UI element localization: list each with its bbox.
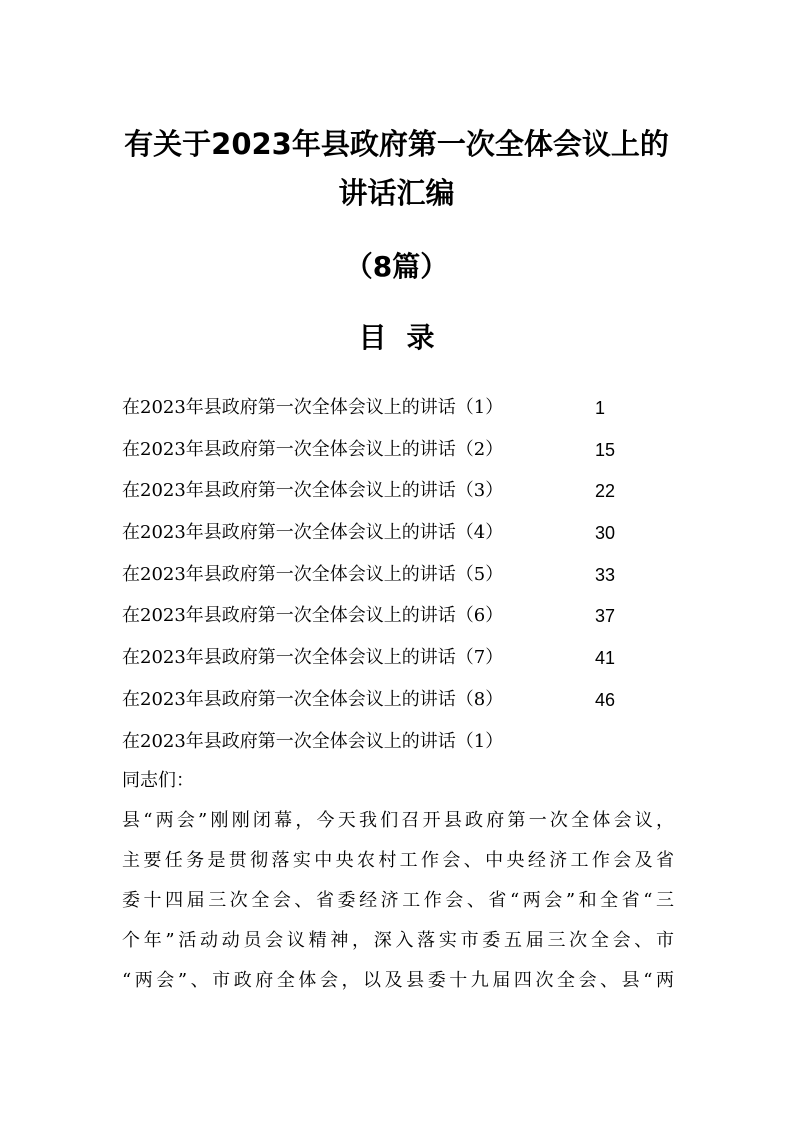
toc-entry-page: 30 [595, 523, 616, 544]
toc-entry-page: 46 [595, 689, 616, 710]
toc-entry-page: 22 [595, 481, 616, 502]
toc-entry-text: 在2023年县政府第一次全体会议上的讲话（3） [122, 480, 504, 502]
toc-entry-page: 37 [595, 606, 616, 627]
toc-entry-5[interactable] [122, 557, 682, 599]
section-title: 在2023年县政府第一次全体会议上的讲话（1） [122, 731, 504, 752]
toc-entry-page: 33 [595, 564, 616, 585]
toc-heading: 目录 [358, 321, 455, 354]
toc-entry-text: 在2023年县政府第一次全体会议上的讲话（2） [122, 438, 504, 460]
document-count: （8篇） [344, 250, 449, 283]
toc-entry-text: 在2023年县政府第一次全体会议上的讲话（6） [122, 605, 504, 627]
toc-entry-2[interactable] [122, 432, 682, 474]
toc-entry-text: 在2023年县政府第一次全体会议上的讲话（1） [122, 397, 504, 418]
toc-entry-7[interactable] [122, 640, 682, 682]
paragraph-line: 委十四届三次全会、省委经济工作会、省“两会”和全省“三 [122, 890, 674, 911]
paragraph-line: 个年”活动动员会议精神，深入落实市委五届三次全会、市 [122, 930, 674, 951]
toc-entry-text: 在2023年县政府第一次全体会议上的讲话（4） [122, 522, 504, 544]
document-title-line-1: 有关于2023年县政府第一次全体会议上的 [124, 127, 669, 161]
body-paragraph [122, 803, 674, 1003]
toc-entry-text: 在2023年县政府第一次全体会议上的讲话（5） [122, 563, 504, 585]
toc-entry-8[interactable] [122, 682, 682, 724]
document-title-line-2: 讲话汇编 [338, 176, 455, 210]
toc-entry-text: 在2023年县政府第一次全体会议上的讲话（8） [122, 688, 504, 710]
toc-entry-4[interactable] [122, 515, 682, 557]
toc-entry-6[interactable] [122, 598, 682, 640]
toc-entry-page: 41 [595, 648, 616, 669]
paragraph-line: “两会”、市政府全体会，以及县委十九届四次全会、县“两 [122, 970, 674, 991]
salutation: 同志们： [122, 770, 194, 791]
paragraph-line: 主要任务是贯彻落实中央农村工作会、中央经济工作会及省 [122, 850, 674, 871]
toc-entry-page: 1 [595, 398, 606, 418]
toc-entry-1[interactable] [122, 390, 682, 432]
table-of-contents [122, 390, 682, 724]
paragraph-line: 县“两会”刚刚闭幕，今天我们召开县政府第一次全体会议， [122, 810, 674, 831]
toc-entry-text: 在2023年县政府第一次全体会议上的讲话（7） [122, 647, 504, 669]
toc-entry-page: 15 [595, 439, 616, 460]
toc-entry-3[interactable] [122, 473, 682, 515]
